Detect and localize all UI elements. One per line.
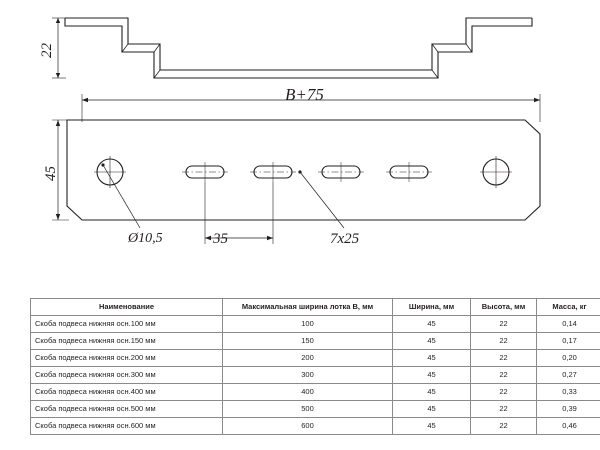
cell-width: 45: [393, 350, 471, 367]
front-view: [52, 94, 540, 244]
table-row: [31, 384, 600, 401]
cell-name: Скоба подвеса нижняя осн.300 мм: [31, 367, 223, 384]
table-row: [31, 401, 600, 418]
cell-mass: 0,33: [537, 384, 600, 401]
cell-name: Скоба подвеса нижняя осн.150 мм: [31, 333, 223, 350]
cell-width: 45: [393, 384, 471, 401]
cell-mass: 0,46: [537, 418, 600, 435]
cell-height: 22: [471, 418, 537, 435]
table-row: [31, 350, 600, 367]
cell-mass: 0,14: [537, 316, 600, 333]
cell-height: 22: [471, 367, 537, 384]
specification-table: [30, 298, 600, 435]
table-row: [31, 316, 600, 333]
cell-name: Скоба подвеса нижняя осн.500 мм: [31, 401, 223, 418]
column-header-width: Ширина, мм: [393, 299, 471, 316]
cell-mass: 0,27: [537, 367, 600, 384]
cell-max-width: 300: [223, 367, 393, 384]
cell-width: 45: [393, 333, 471, 350]
dim-slot-pitch: 35: [213, 231, 228, 247]
column-header-height: Высота, мм: [471, 299, 537, 316]
table-row: [31, 367, 600, 384]
cell-mass: 0,39: [537, 401, 600, 418]
cell-max-width: 600: [223, 418, 393, 435]
column-header-mass: Масса, кг: [537, 299, 600, 316]
dim-overall-length: B+75: [285, 85, 324, 104]
cell-max-width: 500: [223, 401, 393, 418]
cell-width: 45: [393, 316, 471, 333]
cell-height: 22: [471, 350, 537, 367]
cell-width: 45: [393, 401, 471, 418]
cell-max-width: 200: [223, 350, 393, 367]
dim-side-height: 22: [39, 43, 55, 58]
table-row: [31, 418, 600, 435]
cell-height: 22: [471, 384, 537, 401]
cell-width: 45: [393, 367, 471, 384]
column-header-name: Наименование: [31, 299, 223, 316]
cell-mass: 0,20: [537, 350, 600, 367]
column-header-max-width: Максимальная ширина лотка B, мм: [223, 299, 393, 316]
table-row: [31, 333, 600, 350]
cell-name: Скоба подвеса нижняя осн.200 мм: [31, 350, 223, 367]
cell-height: 22: [471, 316, 537, 333]
dim-round-hole-diameter: Ø10,5: [128, 231, 163, 246]
cell-width: 45: [393, 418, 471, 435]
cell-name: Скоба подвеса нижняя осн.100 мм: [31, 316, 223, 333]
cell-height: 22: [471, 333, 537, 350]
cell-max-width: 400: [223, 384, 393, 401]
specification-table-wrapper: [30, 298, 587, 435]
cell-name: Скоба подвеса нижняя осн.400 мм: [31, 384, 223, 401]
cell-max-width: 150: [223, 333, 393, 350]
cell-name: Скоба подвеса нижняя осн.600 мм: [31, 418, 223, 435]
cell-mass: 0,17: [537, 333, 600, 350]
cell-max-width: 100: [223, 316, 393, 333]
side-view: [52, 18, 532, 78]
table-header-row: [31, 299, 600, 316]
slot-holes: [182, 162, 432, 182]
dim-front-height: 45: [43, 166, 59, 181]
dim-slot-size: 7x25: [330, 231, 360, 247]
cell-height: 22: [471, 401, 537, 418]
